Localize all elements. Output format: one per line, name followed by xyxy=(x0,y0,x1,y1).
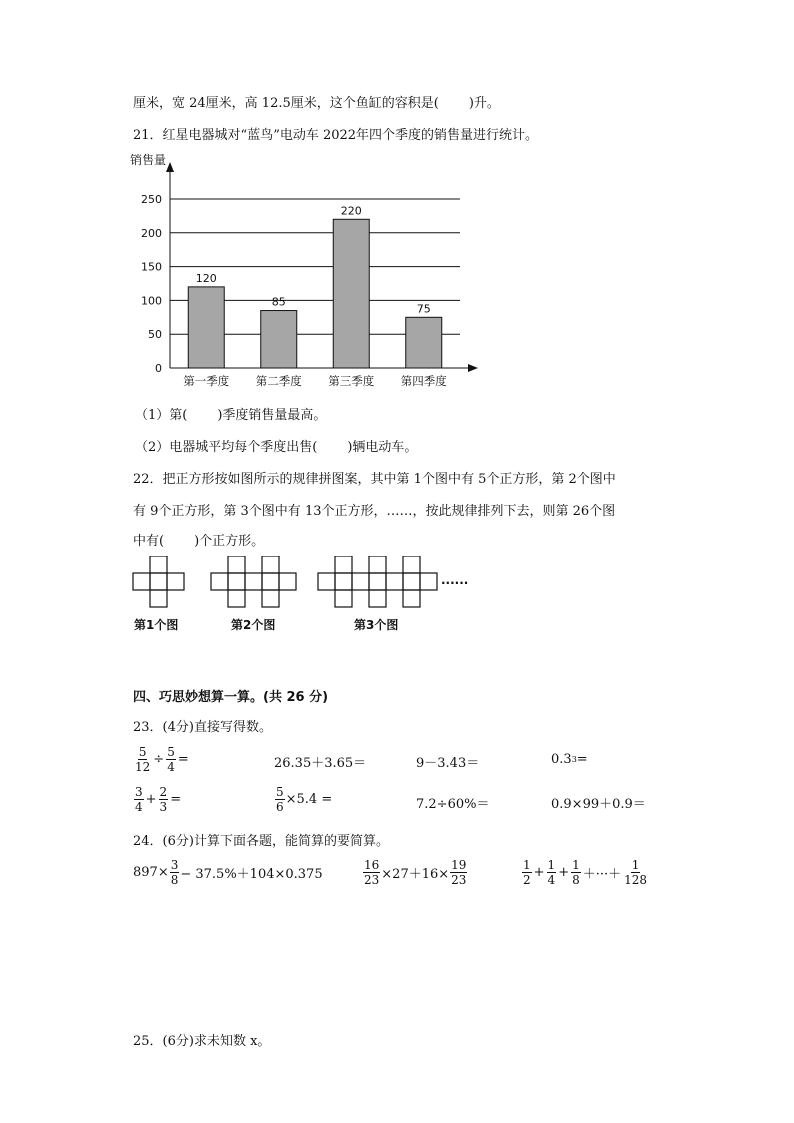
q21-sub1: （1）第( )季度销售量最高。 xyxy=(135,408,327,423)
q24-problem-1: 897× $\frac{3}{8}$ − 37.5%＋104×0.375 xyxy=(133,858,323,887)
section-4-title: 四、巧思妙想算一算。(共 26 分) xyxy=(133,690,329,705)
x-tick-label: 第二季度 xyxy=(255,374,302,388)
bar-1 xyxy=(188,287,224,368)
sales-bar-chart xyxy=(130,148,490,388)
y-axis-label: 销售量 xyxy=(130,153,167,167)
q23-item-3: 9－3.43＝ xyxy=(416,756,480,771)
caption-figure-3: 第3个图 xyxy=(354,618,399,632)
bar-4 xyxy=(406,317,442,368)
fraction: $\frac{5}{12}$ xyxy=(135,745,151,774)
x-tick-label: 第一季度 xyxy=(183,374,230,388)
fraction: $\frac{1}{8}$ xyxy=(572,858,580,887)
fraction: $\frac{19}{23}$ xyxy=(451,858,467,887)
data-label: 75 xyxy=(416,302,431,316)
fraction: $\frac{2}{3}$ xyxy=(159,785,168,814)
caption-figure-2: 第2个图 xyxy=(231,618,276,632)
x-tick-label: 第四季度 xyxy=(400,374,447,388)
pattern-figure-2 xyxy=(211,556,296,607)
q21-sub2: （2）电器城平均每个季度出售( )辆电动车。 xyxy=(135,440,418,455)
pattern-figure-3 xyxy=(318,556,437,607)
q23-item-4: 0.3 3 = xyxy=(551,752,588,767)
y-tick-label: 0 xyxy=(155,362,162,375)
q23-item-1: $\frac{5}{12}$ ÷ $\frac{5}{4}$ = xyxy=(135,745,189,774)
y-tick-label: 50 xyxy=(148,328,162,342)
q23-item-7: 7.2÷60%＝ xyxy=(416,797,490,812)
y-tick-label: 150 xyxy=(141,260,162,274)
q22-line2: 有 9个正方形，第 3个图中有 13个正方形，……，按此规律排列下去，则第 26个图 xyxy=(133,504,616,519)
data-label: 120 xyxy=(195,271,217,285)
q22-line3: 中有( )个正方形。 xyxy=(133,534,265,549)
fraction: $\frac{1}{128}$ xyxy=(624,858,648,887)
q21-stem: 21．红星电器城对“蓝鸟”电动车 2022年四个季度的销售量进行统计。 xyxy=(133,128,539,143)
x-tick-label: 第三季度 xyxy=(328,374,375,388)
y-tick-label: 200 xyxy=(141,226,162,240)
square-patterns xyxy=(130,556,490,616)
pattern-figure-1 xyxy=(133,556,184,607)
bar-3 xyxy=(333,219,369,368)
bar-2 xyxy=(261,311,297,368)
q20-tail: 厘米，宽 24厘米，高 12.5厘米，这个鱼缸的容积是( )升。 xyxy=(133,96,500,111)
x-axis-arrow xyxy=(468,364,478,372)
q23-item-6: $\frac{5}{6}$ ×5.4 = xyxy=(276,785,333,814)
q23-item-2: 26.35＋3.65＝ xyxy=(274,756,367,771)
fraction: $\frac{5}{6}$ xyxy=(276,785,284,814)
y-tick-label: 100 xyxy=(141,294,162,308)
q23-stem: 23．(4分)直接写得数。 xyxy=(133,720,272,735)
fraction: $\frac{1}{2}$ xyxy=(523,858,531,887)
q25-stem: 25．(6分)求未知数 x。 xyxy=(133,1034,271,1049)
fraction: $\frac{1}{4}$ xyxy=(547,858,556,887)
q22-line1: 22．把正方形按如图所示的规律拼图案，其中第 1个图中有 5个正方形，第 2个图中 xyxy=(133,472,616,487)
pattern-ellipsis: ······ xyxy=(441,576,469,590)
fraction: $\frac{3}{4}$ xyxy=(135,785,143,814)
q23-item-5: $\frac{3}{4}$ + $\frac{2}{3}$ = xyxy=(135,785,182,814)
q24-problem-3: $\frac{1}{2}$ + $\frac{1}{4}$ + $\frac{1}{8}$ ＋···＋ $\frac{1}{128}$ xyxy=(523,858,648,887)
q24-stem: 24．(6分)计算下面各题，能简算的要简算。 xyxy=(133,834,389,849)
data-label: 220 xyxy=(340,204,362,218)
caption-figure-1: 第1个图 xyxy=(134,618,179,632)
q23-item-8: 0.9×99＋0.9＝ xyxy=(551,797,646,812)
fraction: $\frac{5}{4}$ xyxy=(167,745,175,774)
y-tick-label: 250 xyxy=(141,193,162,206)
q24-problem-2: $\frac{16}{23}$ ×27＋16× $\frac{19}{23}$ xyxy=(364,858,467,887)
fraction: $\frac{16}{23}$ xyxy=(364,858,380,887)
data-label: 85 xyxy=(271,295,286,309)
y-axis-arrow xyxy=(166,162,174,172)
fraction: $\frac{3}{8}$ xyxy=(170,858,179,887)
